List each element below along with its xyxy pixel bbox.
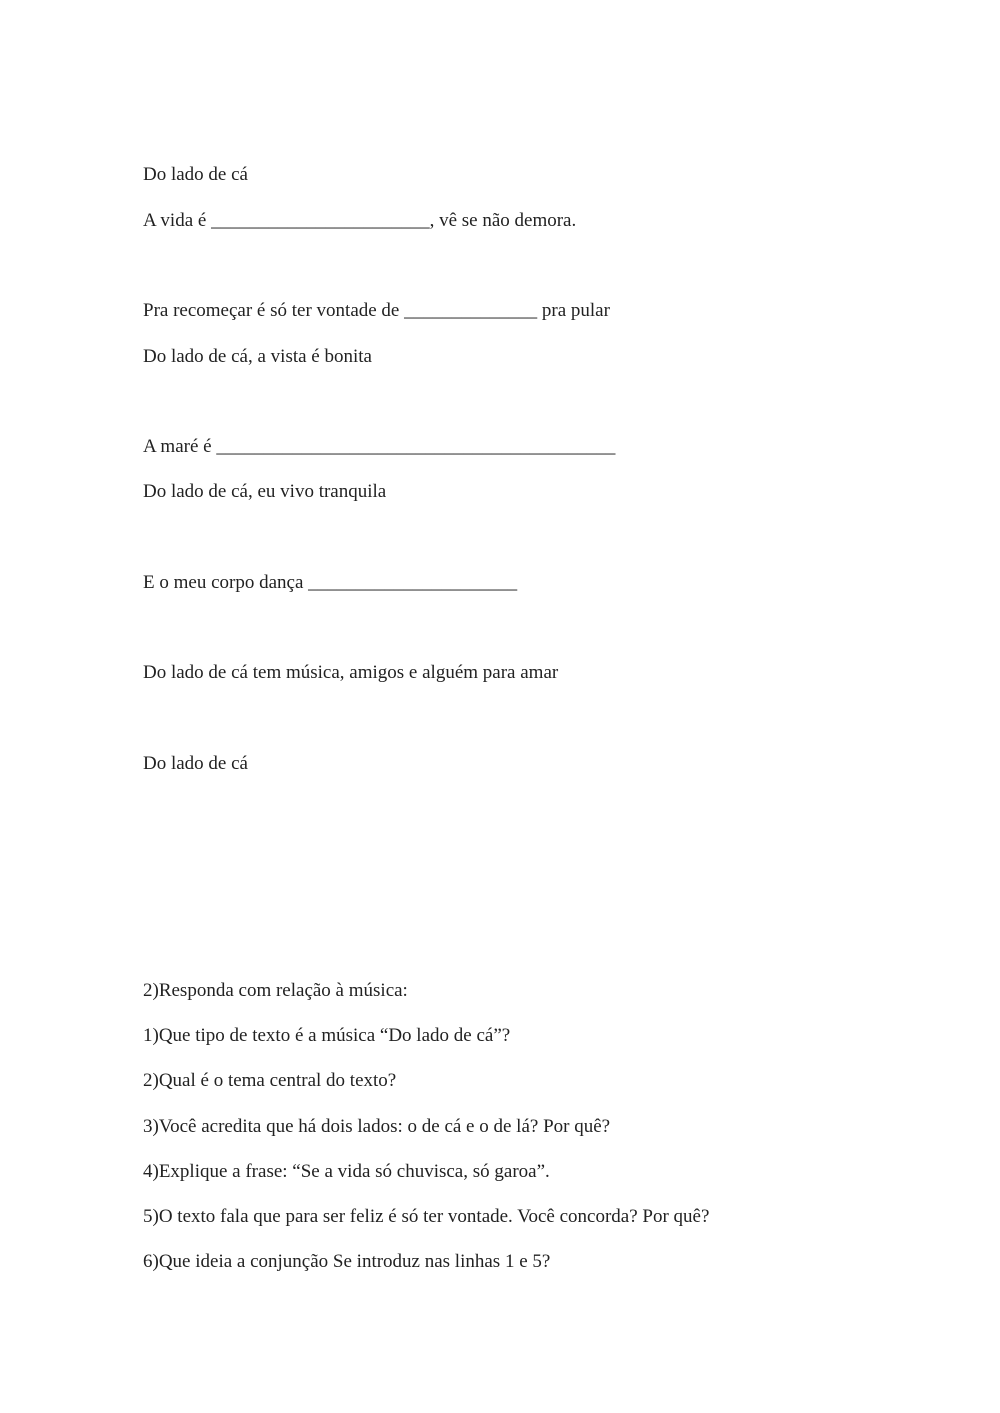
question-6: 6)Que ideia a conjunção Se introduz nas linhas 1 e 5?	[143, 1251, 551, 1272]
song-line-1: Do lado de cá	[143, 164, 248, 185]
questions-heading: 2)Responda com relação à música:	[143, 980, 408, 1001]
song-line-5: A maré é __________________________________________	[143, 436, 616, 457]
song-line-4: Do lado de cá, a vista é bonita	[143, 346, 372, 367]
question-3: 3)Você acredita que há dois lados: o de cá e o de lá? Por quê?	[143, 1116, 611, 1137]
question-2: 2)Qual é o tema central do texto?	[143, 1070, 397, 1091]
song-line-8: Do lado de cá tem música, amigos e alguém para amar	[143, 662, 559, 683]
song-line-3: Pra recomeçar é só ter vontade de ______________ pra pular	[143, 300, 610, 321]
song-line-6: Do lado de cá, eu vivo tranquila	[143, 481, 387, 502]
question-4: 4)Explique a frase: “Se a vida só chuvisca, só garoa”.	[143, 1161, 550, 1182]
question-1: 1)Que tipo de texto é a música “Do lado de cá”?	[143, 1025, 511, 1046]
song-line-7: E o meu corpo dança ______________________	[143, 572, 518, 593]
song-line-9: Do lado de cá	[143, 753, 248, 774]
question-5: 5)O texto fala que para ser feliz é só ter vontade. Você concorda? Por quê?	[143, 1206, 710, 1227]
song-line-2: A vida é _______________________, vê se não demora.	[143, 210, 577, 231]
